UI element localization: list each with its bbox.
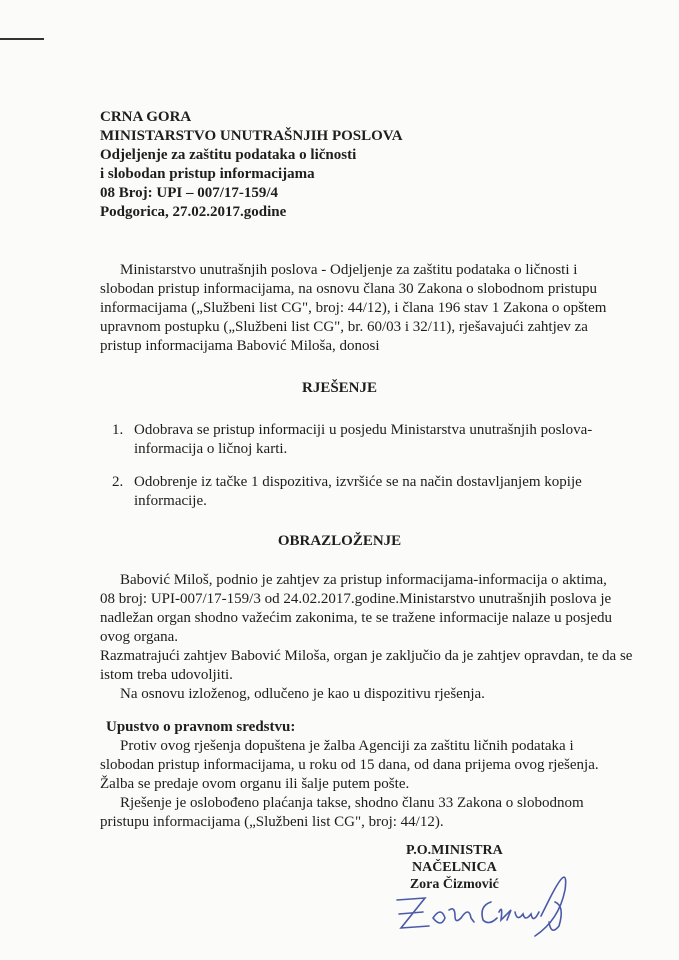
- text-line: Protiv ovog rješenja dopuštena je žalba Agenciji za zaštitu ličnih podataka i: [120, 738, 574, 754]
- text-line: Odobrenje iz tačke 1 dispozitiva, izvršiće se na način dostavljanjem kopije: [134, 474, 582, 490]
- header-country: CRNA GORA: [100, 109, 192, 125]
- header-department-cont: i slobodan pristup informacijama: [100, 166, 315, 182]
- header-ministry: MINISTARSTVO UNUTRAŠNJIH POSLOVA: [100, 128, 403, 144]
- text-line: istom treba udovoljiti.: [100, 667, 233, 683]
- text-line: pristup informacijama Babović Miloša, donosi: [100, 338, 380, 354]
- remedy-title: Upustvo o pravnom sredstvu:: [106, 719, 296, 735]
- text-line: ovog organa.: [100, 629, 179, 645]
- text-line: Ministarstvo unutrašnjih poslova - Odjeljenje za zaštitu podataka o ličnosti i: [120, 262, 578, 278]
- signatory-title: P.O.MINISTRA: [406, 843, 503, 858]
- document-header: [100, 108, 403, 222]
- text-line: Odobrava se pristup informaciji u posjedu Ministarstva unutrašnjih poslova-: [134, 422, 593, 438]
- text-line: Rješenje je oslobođeno plaćanja takse, shodno članu 33 Zakona o slobodnom: [120, 795, 584, 811]
- intro-paragraph: [100, 261, 607, 356]
- text-line: upravnom postupku („Službeni list CG", br. 60/03 i 32/11), rješavajući zahtjev za: [100, 319, 588, 335]
- scan-artifact-line: [0, 38, 44, 40]
- header-department: Odjeljenje za zaštitu podataka o ličnosti: [100, 147, 357, 163]
- text-line: Razmatrajući zahtjev Babović Miloša, organ je zaključio da je zahtjev opravdan, te da se: [100, 648, 633, 664]
- decision-title: RJEŠENJE: [301, 380, 378, 396]
- decision-item-2: [112, 473, 582, 511]
- signatory-name: Zora Čizmović: [409, 877, 499, 892]
- text-line: slobodan pristup informacijama, na osnovu člana 30 Zakona o slobodnom pristupu: [100, 281, 597, 297]
- text-line: slobodan pristup informacijama, u roku od 15 dana, od dana prijema ovog rješenja.: [100, 757, 599, 773]
- header-place-date: Podgorica, 27.02.2017.godine: [100, 204, 287, 220]
- conclusion-line: Na osnovu izloženog, odlučeno je kao u dispozitivu rješenja.: [120, 686, 485, 702]
- header-reference-number: 08 Broj: UPI – 007/17-159/4: [100, 185, 279, 201]
- handwritten-signature: [395, 870, 585, 940]
- signatory-role: NAČELNICA: [411, 860, 497, 875]
- text-line: nadležan organ shodno važećim zakonima, te se tražene informacije nalaze u posjedu: [100, 610, 612, 626]
- text-line: 08 broj: UPI-007/17-159/3 od 24.02.2017.godine.Ministarstvo unutrašnjih poslova je: [100, 591, 612, 607]
- text-line: Žalba se predaje ovom organu ili šalje putem pošte.: [100, 776, 410, 792]
- text-line: Babović Miloš, podnio je zahtjev za pristup informacijama-informacija o aktima,: [120, 572, 607, 588]
- text-line: informacije.: [134, 493, 207, 509]
- text-line: informacija o ličnoj karti.: [134, 441, 288, 457]
- reasoning-paragraph: [100, 571, 633, 704]
- decision-item-1: [112, 421, 593, 459]
- remedy-paragraph: [100, 737, 599, 832]
- item-number: 1.: [112, 422, 124, 438]
- text-line: pristupu informacijama („Službeni list CG", broj: 44/12).: [100, 814, 444, 830]
- reasoning-title: OBRAZLOŽENJE: [277, 533, 402, 549]
- item-number: 2.: [112, 474, 124, 490]
- text-line: informacijama („Službeni list CG", broj: 44/12), i člana 196 stav 1 Zakona o opštem: [100, 300, 607, 316]
